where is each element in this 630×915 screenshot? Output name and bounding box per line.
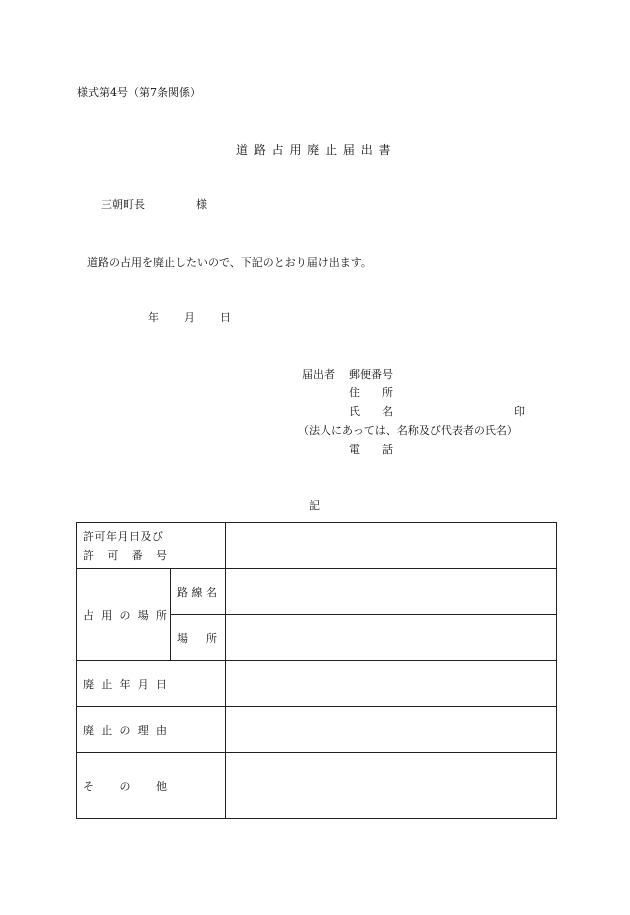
abolition-date-char: 廃 <box>83 677 94 691</box>
other-char: の <box>119 779 131 793</box>
abolition-reason-char: の <box>119 723 131 737</box>
addressee-honorific: 様 <box>196 198 207 211</box>
permit-char: 許 <box>83 549 94 562</box>
abolition-date-value-cell[interactable] <box>226 661 557 707</box>
permit-label <box>77 523 226 569</box>
permit-value-cell[interactable] <box>226 523 557 569</box>
route-name-label: 路 線 名 <box>171 569 226 615</box>
place-char: 所 <box>206 631 217 645</box>
place-char: 場 <box>177 631 188 645</box>
location-char: の <box>119 608 131 622</box>
other-label-text <box>83 778 167 794</box>
seal-mark: 印 <box>514 405 525 418</box>
abolition-reason-char: 廃 <box>83 723 94 737</box>
permit-char: 号 <box>155 549 167 562</box>
location-label <box>77 569 171 661</box>
location-char: 場 <box>137 608 149 622</box>
route-name-value-cell[interactable] <box>226 569 557 615</box>
addressee-name: 三朝町長 <box>101 198 145 211</box>
body-text: 道路の占用を廃止したいので、下記のとおり届け出ます。 <box>87 256 372 269</box>
abolition-date-char: 年 <box>119 677 131 691</box>
other-char: 他 <box>156 779 167 793</box>
corporate-note: （法人にあっては、名称及び代表者の氏名） <box>298 424 518 437</box>
permit-row <box>77 523 557 569</box>
permit-label-line2 <box>83 547 167 563</box>
permit-label-line1: 許可年月日及び <box>83 530 164 543</box>
applicant-name: 氏 名 <box>349 405 393 418</box>
abolition-date-char: 止 <box>101 677 113 691</box>
place-label-text <box>177 630 217 646</box>
abolition-reason-row <box>77 707 557 753</box>
date-day: 日 <box>220 311 231 324</box>
other-value-cell[interactable] <box>226 753 557 819</box>
document-title: 道 路 占 用 廃 止 届 出 書 <box>236 143 392 157</box>
permit-char: 番 <box>131 549 143 562</box>
location-char: 所 <box>156 608 167 622</box>
form-table <box>76 522 557 819</box>
location-char: 占 <box>83 608 94 622</box>
other-row <box>77 753 557 819</box>
location-char: 用 <box>101 608 113 622</box>
route-name-row <box>77 569 557 615</box>
abolition-date-label-text <box>83 676 167 692</box>
other-label <box>77 753 226 819</box>
applicant-phone: 電 話 <box>349 443 393 456</box>
abolition-date-label <box>77 661 226 707</box>
abolition-reason-char: 止 <box>101 723 113 737</box>
abolition-date-char: 日 <box>156 677 167 691</box>
applicant-label: 届出者 <box>302 368 335 381</box>
place-label <box>171 615 226 661</box>
other-char: そ <box>83 779 94 793</box>
abolition-date-row <box>77 661 557 707</box>
abolition-date-char: 月 <box>137 677 149 691</box>
form-number: 様式第4号（第7条関係） <box>77 86 201 99</box>
abolition-reason-label <box>77 707 226 753</box>
place-value-cell[interactable] <box>226 615 557 661</box>
location-label-text <box>83 607 167 623</box>
abolition-reason-label-text <box>83 722 167 738</box>
date-month: 月 <box>184 311 195 324</box>
abolition-reason-char: 理 <box>137 723 149 737</box>
applicant-postal-code: 郵便番号 <box>349 368 393 381</box>
permit-char: 可 <box>107 549 119 562</box>
abolition-reason-value-cell[interactable] <box>226 707 557 753</box>
note-heading: 記 <box>309 499 320 512</box>
abolition-reason-char: 由 <box>156 723 167 737</box>
date-year: 年 <box>148 311 159 324</box>
applicant-address: 住 所 <box>349 386 393 399</box>
